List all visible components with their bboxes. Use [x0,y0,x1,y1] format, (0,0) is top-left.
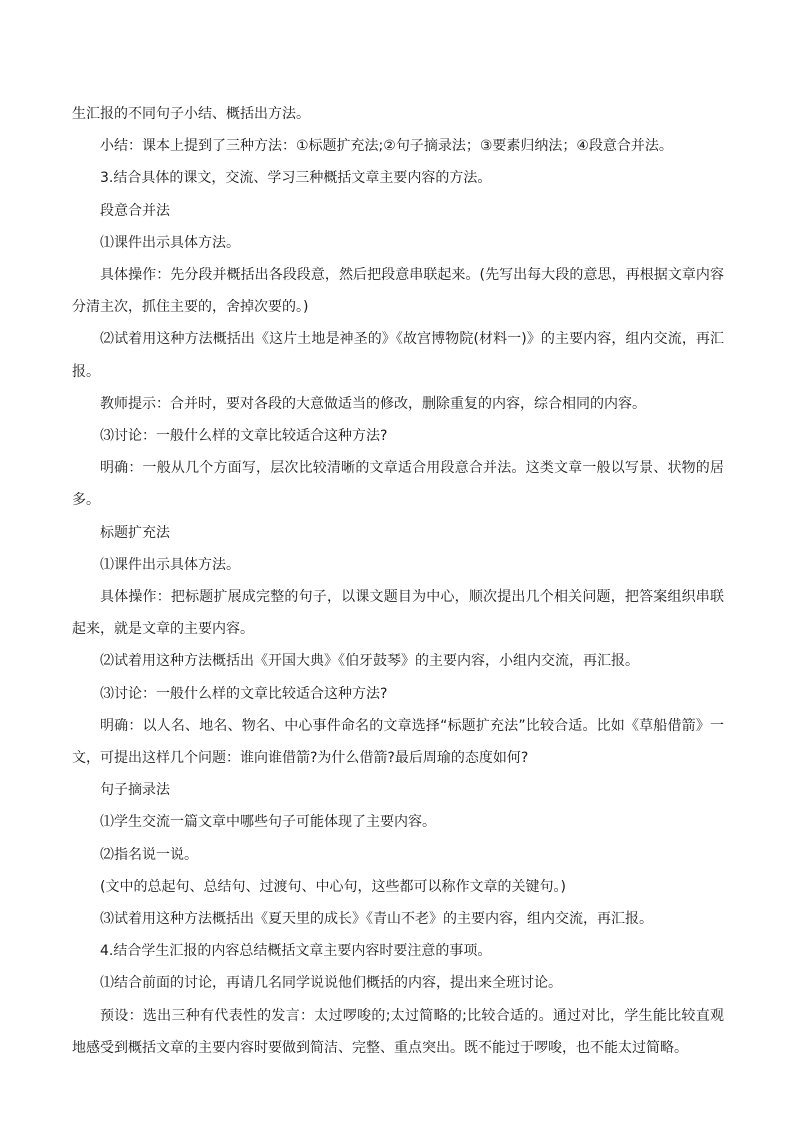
paragraph-item: 明确：以人名、地名、物名、中心事件命名的文章选择“标题扩充法”比较合适。比如《草船借箭》一文，可提出这样几个问题：谁向谁借箭?为什么借箭?最后周瑜的态度如何? [72,717,724,767]
paragraph-item: ⑶试着用这种方法概括出《夏天里的成长》《青山不老》的主要内容，组内交流，再汇报。 [100,911,653,928]
paragraph-item: 明确：一般从几个方面写，层次比较清晰的文章适合用段意合并法。这类文章一般以写景、状物的居多。 [72,460,724,509]
paragraph-item: ⑶讨论：一般什么样的文章比较适合这种方法? [100,685,388,702]
paragraph-item: ⑵试着用这种方法概括出《这片土地是神圣的》《故宫博物院(材料一)》的主要内容，组内交流，再汇报。 [72,331,724,380]
paragraph-item: ⑵试着用这种方法概括出《开国大典》《伯牙鼓琴》的主要内容，小组内交流，再汇报。 [100,653,639,670]
paragraph-step-4: 4.结合学生汇报的内容总结概括文章主要内容时要注意的事项。 [100,943,492,960]
paragraph-item: ⑶讨论：一般什么样的文章比较适合这种方法? [100,428,388,445]
heading-sentence-excerpt-method: 句子摘录法 [100,782,170,799]
paragraph-item: ⑴课件出示具体方法。 [100,556,240,573]
paragraph-item: 预设：选出三种有代表性的发言：太过啰唆的;太过简略的;比较合适的。通过对比，学生能比较直观地感受到概括文章的主要内容时要做到简洁、完整、重点突出。既不能过于啰唆，也不能太过简略。 [72,1007,724,1056]
paragraph-item: ⑵指名说一说。 [100,846,198,863]
paragraph-item: ⑴课件出示具体方法。 [100,234,240,251]
document-body [72,98,724,1064]
paragraph-summary: 小结：课本上提到了三种方法：①标题扩充法;②句子摘录法；③要素归纳法；④段意合并法。 [100,138,673,155]
heading-title-expansion-method: 标题扩充法 [100,524,170,541]
paragraph-item: ⑴结合前面的讨论，再请几名同学说说他们概括的内容，提出来全班讨论。 [100,975,562,992]
paragraph-item: 教师提示：合并时，要对各段的大意做适当的修改，删除重复的内容，综合相同的内容。 [100,395,646,412]
paragraph-item: (文中的总起句、总结句、过渡句、中心句，这些都可以称作文章的关键句。) [100,878,566,895]
paragraph-item: 具体操作：把标题扩展成完整的句子，以课文题目为中心，顺次提出几个相关问题，把答案组织串联起来，就是文章的主要内容。 [72,589,724,638]
paragraph-continuation: 生汇报的不同句子小结、概括出方法。 [72,106,310,122]
paragraph-item: ⑴学生交流一篇文章中哪些句子可能体现了主要内容。 [100,814,436,831]
paragraph-item: 具体操作：先分段并概括出各段段意，然后把段意串联起来。(先写出每大段的意思，再根据文章内容分清主次，抓住主要的，舍掉次要的。) [72,267,724,316]
heading-paragraph-merge-method: 段意合并法 [100,202,170,219]
paragraph-step-3: 3.结合具体的课文，交流、学习三种概括文章主要内容的方法。 [100,170,492,187]
